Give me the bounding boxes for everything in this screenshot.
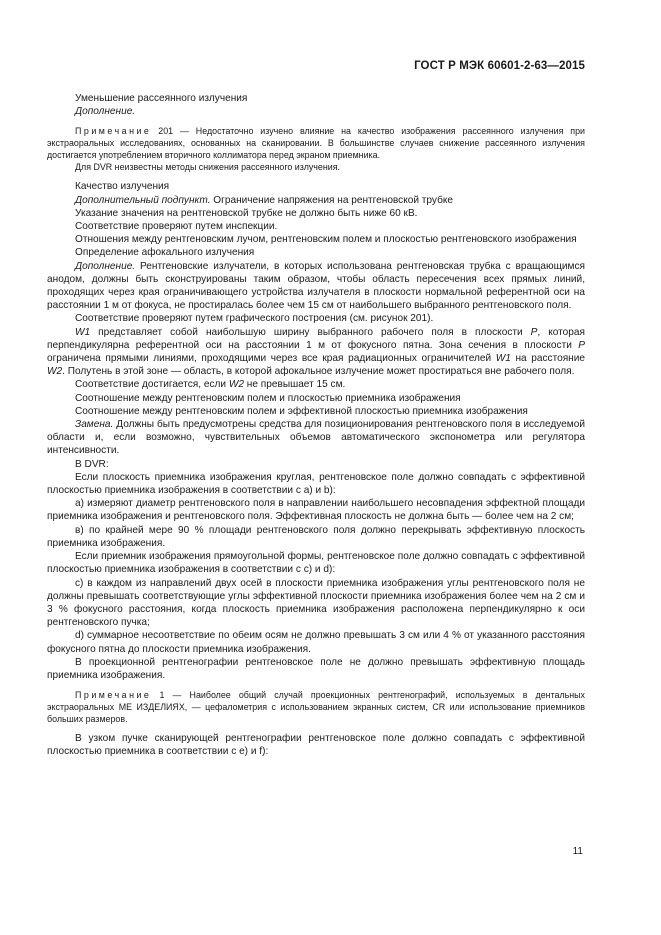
note-text: 201 — Недостаточно изучено влияние на качество изображения рассеянного излучения при экстраоральных исследованиях, основанных на сканировании. В большинстве случаев снижение рассеянного излучения достигается употреблением вторичного коллиматора перед экраном приемника. xyxy=(47,126,585,161)
list-item-b: в) по крайней мере 90 % площади рентгеновского поля должно перекрывать эффективную плоскость приемника изображения. xyxy=(47,524,585,549)
paragraph-replacement xyxy=(47,418,585,458)
w1-text-e: . Полутень в этой зоне — область, в которой афокальное излучение может простираться вне рабочего поля. xyxy=(62,366,575,378)
list-item-a: а) измеряют диаметр рентгеновского поля в направлении наибольшего несовпадения эффектной площади приемника изображения и рентгеновского поля. Эффективная плоскость не должна быть — более чем на 2 см; xyxy=(47,498,585,523)
page-number: 11 xyxy=(572,846,583,857)
var-p-2: P xyxy=(578,339,585,351)
heading-dvr: В DVR: xyxy=(75,458,109,470)
w1-text-c: ограничена прямыми линиями, проходящими через все края радиационных ограничителей xyxy=(47,353,496,365)
paragraph-voltage-value: Указание значения на рентгеновской трубке не должно быть ниже 60 кВ. xyxy=(75,207,418,219)
var-w1: W1 xyxy=(75,326,91,338)
extra-focal-text: Рентгеновские излучатели, в которых использована рентгеновская трубка с вращающимся анодом, должны быть сконструированы таким образом, чтобы область пересечения всех прямых линий, проходящих через края ограничивающего устройства излучателя в плоскости нормальной референтной оси на расстоянии 1 м от фокуса, не простиралась более чем 15 см от наибольшего выбранного рентгеновского поля. xyxy=(47,260,585,312)
note-label-2: Примечание xyxy=(75,690,152,701)
paragraph-round-receptor: Если плоскость приемника изображения круглая, рентгеновское поле должно совпадать с эффективной плоскостью приемника изображения в соответствии с а) и b): xyxy=(47,471,585,497)
paragraph-voltage-limit xyxy=(47,194,585,207)
paragraph-rect-receptor: Если приемник изображения прямоугольной формы, рентгеновское поле должно совпадать с эффективной плоскостью приемника изображения в соответствии с с) и d): xyxy=(47,551,585,576)
paragraph-graphic-construction: Соответствие проверяют путем графического построения (см. рисунок 201). xyxy=(75,313,434,325)
w1-text-d: на расстояние xyxy=(510,353,585,365)
heading-extra-focal: Определение афокального излучения xyxy=(75,247,255,259)
addition-label-2: Дополнение. xyxy=(75,260,136,272)
var-p: P xyxy=(530,326,538,338)
addition-label: Дополнение. xyxy=(75,106,136,118)
heading-field-effective-plane: Соотношение между рентгеновским полем и эффективной плоскостью приемника изображения xyxy=(75,405,528,417)
var-w2-2: W2 xyxy=(228,379,244,391)
paragraph-w2-compliance xyxy=(47,378,585,391)
paragraph-projection: В проекционной рентгенографии рентгеновское поле не должно превышать эффективную площадь приемника изображения. xyxy=(47,656,585,681)
heading-field-receptor-plane: Соотношение между рентгеновским полем и плоскостью приемника изображения xyxy=(75,392,461,404)
list-item-d: d) суммарное несоответствие по обеим осям не должно превышать 3 см или 4 % от указанного расстояния фокусного пятна до плоскости приемника изображения. xyxy=(47,630,585,655)
w2-text-b: не превышает 15 см. xyxy=(243,379,346,391)
paragraph-extra-focal xyxy=(47,260,585,313)
note-label: Примечание xyxy=(75,126,152,137)
var-w2: W2 xyxy=(47,366,63,378)
note-dvr: Для DVR неизвестны методы снижения рассеянного излучения. xyxy=(75,162,341,173)
w2-text-a: Соответствие достигается, если xyxy=(75,379,229,391)
list-item-c: с) в каждом из направлений двух осей в плоскости приемника изображения углы рентгеновского поля не должны превышать соответствующие углы эффективной плоскости приемника изображения более чем на 2 см и 3 % фокусного расстояния, когда плоскость приемника изображения расположена перпендикулярно к оси рентгеновского пучка; xyxy=(47,577,585,629)
heading-scatter-reduction: Уменьшение рассеянного излучения xyxy=(75,93,248,104)
voltage-limit-title: Ограничение напряжения на рентгеновской трубке xyxy=(210,194,454,206)
paragraph-w1-definition xyxy=(47,326,585,379)
paragraph-narrow-beam: В узком пучке сканирующей рентгенографии рентгеновское поле должно совпадать с эффективной плоскостью приемника в соответствии с е) и f): xyxy=(47,733,585,758)
replacement-label: Замена. xyxy=(75,419,114,431)
heading-radiation-quality: Качество излучения xyxy=(75,181,170,193)
heading-beam-field-relation: Отношения между рентгеновским лучом, рентгеновским полем и плоскостью рентгеновского изображения xyxy=(75,234,577,246)
paragraph-compliance-inspection: Соответствие проверяют путем инспекции. xyxy=(75,221,278,233)
additional-subclause-label: Дополнительный подпункт. xyxy=(75,194,211,206)
document-body xyxy=(47,92,585,759)
note-1 xyxy=(47,689,585,725)
var-w1-2: W1 xyxy=(495,353,511,365)
note-1-text: 1 — Наиболее общий случай проекционных рентгенографий, используемых в дентальных экстраоральных МЕ ИЗДЕЛИЯХ, — цефалометрия с использованием экранных систем, CR или использование приемников больших размеров. xyxy=(47,690,585,725)
replacement-text: Должны быть предусмотрены средства для позиционирования рентгеновского поля в исследуемой области и, если возможно, чувствительных объемов автоматического экспонометра или регулятора интенсивности. xyxy=(47,419,585,457)
w1-text-a: представляет собой наибольшую ширину выбранного рабочего поля в плоскости xyxy=(90,326,531,338)
note-201 xyxy=(47,125,585,161)
document-header: ГОСТ Р МЭК 60601-2-63—2015 xyxy=(414,60,585,72)
w1-text-b: , которая перпендикулярна референтной оси на расстоянии 1 м от фокусного пятна. Зона сечения в плоскости xyxy=(47,326,585,351)
